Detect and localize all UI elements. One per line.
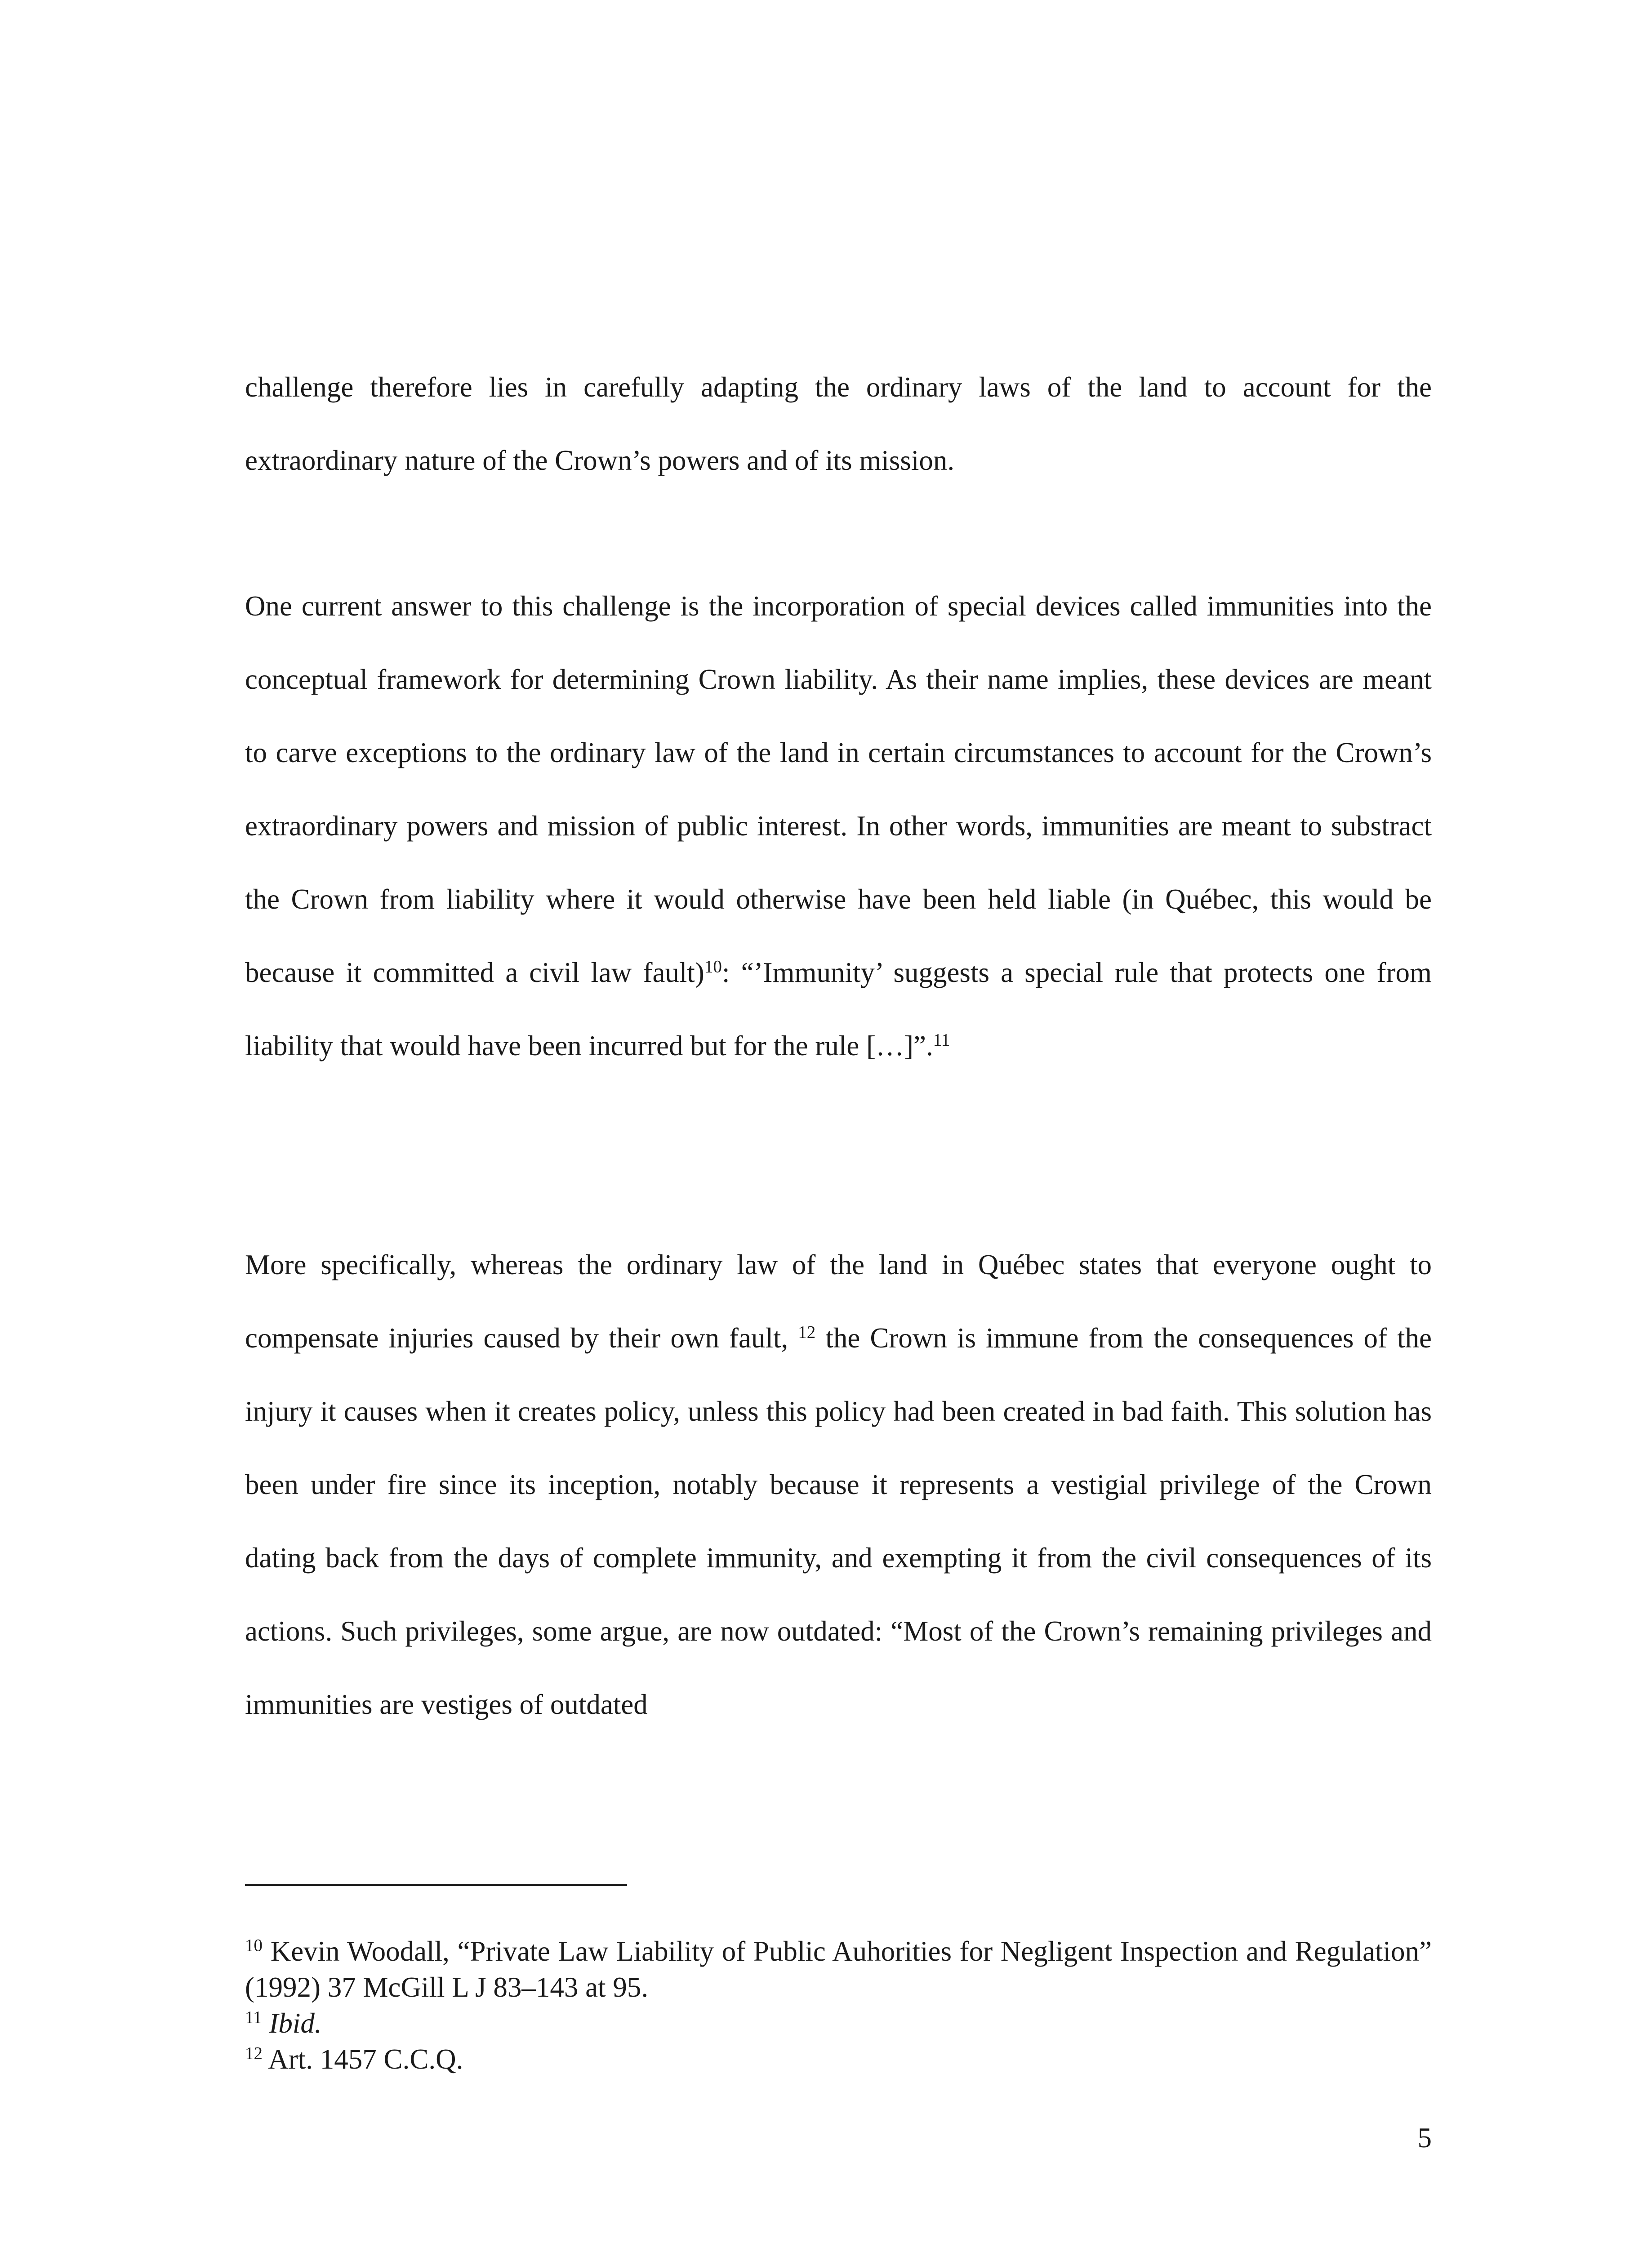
body-paragraph-1 [245,351,1432,497]
body-paragraph-2 [245,570,1432,1083]
footnotes [245,1933,1432,2077]
paragraph-text: One current answer to this challenge is the incorporation of special devices called immunities into the conceptual framework for determining Crown liability. As their name implies, these devices are meant to carve exceptions to the ordinary law of the land in certain circumstances to account for the Crown’s extraordinary powers and mission of public interest. In other words, immunities are meant to substract the Crown from liability where it would otherwise have been held liable (in Québec, this would be because it committed a civil law fault) [245,590,1432,988]
footnote-number: 12 [245,2043,263,2063]
body-paragraph-3 [245,1228,1432,1741]
footnote-number: 11 [245,2007,262,2027]
footnote-text: Ibid. [269,2007,322,2039]
footnote-separator [245,1884,627,1886]
footnote-10 [245,1933,1432,2005]
paragraph-text: : “’Immunity’ suggests a special rule that protects one from liability that would have been incurred but for the rule […]”. [245,957,1432,1062]
footnote-ref-12[interactable]: 12 [798,1322,816,1342]
footnote-text: Art. 1457 C.C.Q. [268,2043,463,2075]
footnote-ref-10[interactable]: 10 [704,957,722,977]
footnote-12 [245,2041,1432,2077]
paragraph-text: the Crown is immune from the consequences of the injury it causes when it creates policy, unless this policy had been created in bad faith. This solution has been under fire since its inception, notably because it represents a vestigial privilege of the Crown dating back from the days of complete immunity, and exempting it from the civil consequences of its actions. Such privileges, some argue, are now outdated: “Most of the Crown’s remaining privileges and immunities are vestiges of outdated [245,1322,1432,1720]
footnote-ref-11[interactable]: 11 [933,1030,950,1050]
paragraph-text: More specifically, whereas the ordinary law of the land in Québec states that everyone ought to compensate injuries caused by their own fault, [245,1249,1432,1354]
footnote-number: 10 [245,1936,263,1955]
paragraph-text: challenge therefore lies in carefully adapting the ordinary laws of the land to account for the extraordinary nature of the Crown’s powers and of its mission. [245,371,1432,476]
footnote-text: Kevin Woodall, “Private Law Liability of Public Auhorities for Negligent Inspection and Regulation” (1992) 37 McGill L J 83–143 at 95. [245,1936,1432,2003]
page-number: 5 [1417,2122,1432,2154]
footnote-11 [245,2005,1432,2041]
